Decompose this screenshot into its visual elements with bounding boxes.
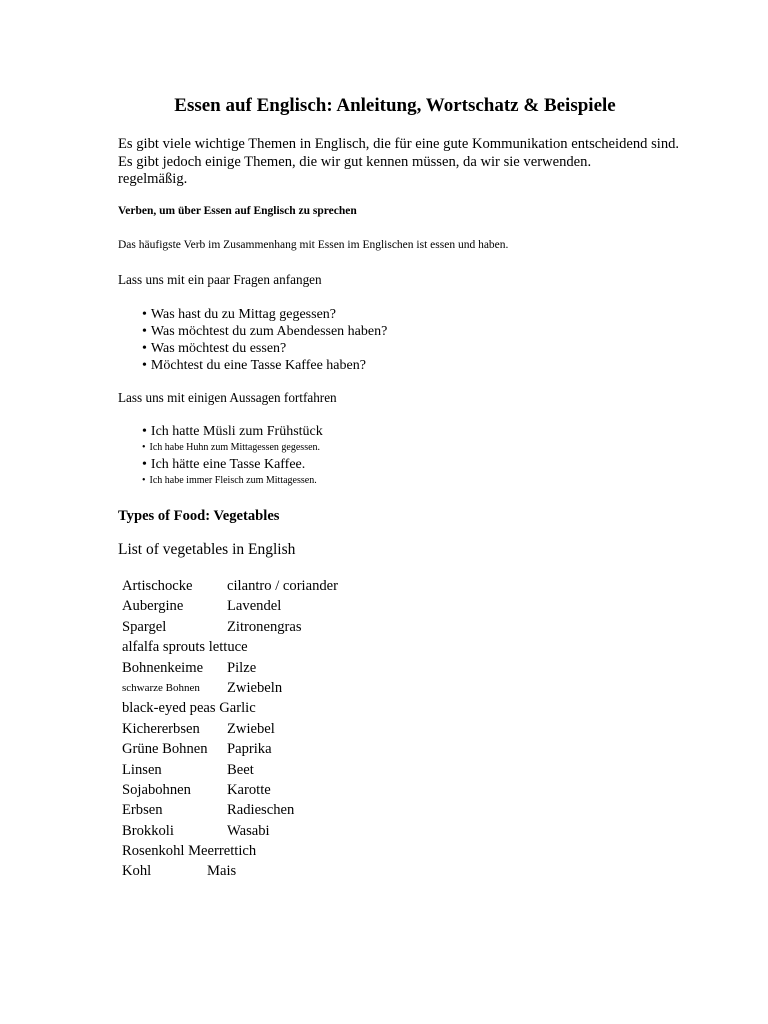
vegetable-cell: Lavendel [227,598,282,615]
vegetable-cell: Spargel [122,618,167,635]
vegetable-cell: Beet [227,761,254,778]
verbs-paragraph: Das häufigste Verb im Zusammenhang mit Essen im Englischen ist essen und haben. [118,239,509,251]
vegetable-cell: Grüne Bohnen [122,741,208,758]
vegetable-cell: Zitronengras [227,618,302,635]
statements-intro: Lass uns mit einigen Aussagen fortfahren [118,390,337,405]
verbs-heading: Verben, um über Essen auf Englisch zu sprechen [118,205,357,217]
vegetable-cell: Bohnenkeime [122,659,204,676]
vegetable-cell: Karotte [227,781,271,798]
vegetable-list-heading: List of vegetables in English [118,541,296,558]
question-item: • Möchtest du eine Tasse Kaffee haben? [142,357,387,374]
vegetable-cell: Paprika [227,741,272,758]
vegetable-cell: Mais [207,863,237,880]
question-item: • Was hast du zu Mittag gegessen? [142,306,387,323]
statement-item: • Ich habe Huhn zum Mittagessen gegessen. [142,440,323,456]
vegetable-cell: black-eyed peas Garlic [122,700,256,717]
page-title: Essen auf Englisch: Anleitung, Wortschatz & Beispiele [174,95,616,116]
vegetable-cell: Linsen [122,761,162,778]
statements-list [142,423,323,489]
statement-item: • Ich habe immer Fleisch zum Mittagessen. [142,473,323,489]
vegetable-cell: alfalfa sprouts lettuce [122,639,248,656]
vegetable-cell: schwarze Bohnen [122,681,200,694]
vegetable-cell: Erbsen [122,802,163,819]
vegetable-cell: Brokkoli [122,822,174,839]
vegetable-cell: Kichererbsen [122,720,200,737]
vegetable-cell: Sojabohnen [122,781,191,798]
vegetable-cell: Rosenkohl Meerrettich [122,843,257,860]
vegetable-cell: Artischocke [122,578,193,594]
vegetable-cell: Wasabi [227,822,270,839]
intro-line: Es gibt jedoch einige Themen, die wir gut kennen müssen, da wir sie verwenden. [118,153,592,170]
vegetable-cell: Pilze [227,659,257,676]
intro-line: Es gibt viele wichtige Themen in Englisch, die für eine gute Kommunikation entscheidend sind. [118,136,680,152]
vegetable-cell: Zwiebeln [227,679,283,696]
vegetable-cell: Zwiebel [227,720,275,737]
vegetable-cell: Aubergine [122,598,184,615]
vegetable-cell: cilantro / coriander [227,578,339,594]
statement-item: • Ich hatte Müsli zum Frühstück [142,423,323,440]
intro-paragraph [118,136,688,189]
vegetable-cell: Kohl [122,863,152,880]
statement-item: • Ich hätte eine Tasse Kaffee. [142,456,323,473]
question-item: • Was möchtest du essen? [142,340,387,357]
types-of-food-heading: Types of Food: Vegetables [118,508,280,524]
intro-line: regelmäßig. [118,171,188,187]
question-item: • Was möchtest du zum Abendessen haben? [142,323,387,340]
questions-list [142,306,387,374]
questions-intro: Lass uns mit ein paar Fragen anfangen [118,272,322,287]
vegetable-cell: Radieschen [227,802,295,819]
